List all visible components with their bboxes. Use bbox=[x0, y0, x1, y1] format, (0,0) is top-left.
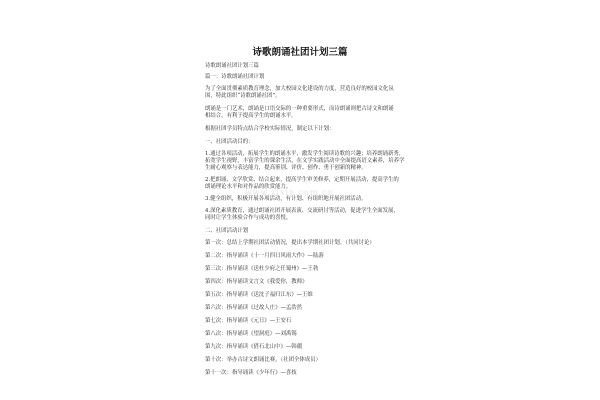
schedule-item: 第一次：总结上学期社团活动情况，提出本学期社团计划。（共同讨论） bbox=[205, 240, 375, 246]
goal-item-line: 4.深化素质教育，通过朗诵社团开展表演、交流研讨等活动，促进学生全面发展， bbox=[205, 208, 399, 214]
goal-item-line: 拓宽学生视野，丰富学生的课余生活，在文学实践活动中全面提高语文素养，培养学 bbox=[205, 158, 405, 164]
plan-heading: 二、社团活动计划 bbox=[205, 228, 249, 234]
paragraph-line: 朗诵是一门艺术，朗诵是口语交际的一种重要形式，而诗朗诵则把古诗文和朗诵 bbox=[205, 106, 394, 112]
goal-item-line: 1.通过各项活动，拓展学生的朗诵水平，激发学生阅读诗歌的兴趣；培养朗诵新秀， bbox=[205, 151, 405, 157]
goal-item-line: 3.健全组织，积极开展各项活动，有计划、有组织地开展社团活动。 bbox=[205, 196, 367, 202]
document-subtitle: 诗歌朗诵社团计划三篇 bbox=[205, 63, 259, 69]
schedule-item: 第八次：指导诵读《望洞庭》—刘禹锡 bbox=[205, 331, 297, 337]
paragraph-line: 根据社团学员特点结合学校实际情况，制定以下计划： bbox=[205, 126, 335, 132]
goal-item-line: 朗诵理论水平和对作品的欣赏能力。 bbox=[205, 184, 292, 190]
schedule-item: 第十一次：指导诵读《少年行》—喜枝 bbox=[205, 370, 297, 376]
intro-line: 为了全面贯彻素质教育理念，加大校园文化建设的力度，营造良好的校园文化氛 bbox=[205, 86, 394, 92]
schedule-item: 第六次：指导诵读《过故人庄》—孟浩然 bbox=[205, 305, 303, 311]
schedule-item: 第五次：指导诵读《送沈子福归江东》—王维 bbox=[205, 292, 313, 298]
schedule-item: 第二次：指导诵读《十一月四日风雨大作》—陆游 bbox=[205, 253, 324, 259]
intro-line: 围，特此组织“诗歌朗诵社团”。 bbox=[205, 93, 281, 99]
schedule-item: 第七次：指导诵读《元日》—王安石 bbox=[205, 318, 292, 324]
schedule-item: 第四次：指导诵读文言文《我爱你，教师》 bbox=[205, 279, 308, 285]
paragraph-line: 相结合，有利于提高学生的朗诵水平。 bbox=[205, 113, 297, 119]
goal-heading: 一、社团活动目的： bbox=[205, 139, 254, 145]
goal-item-line: 同时让学生体验合作与成功的喜悦。 bbox=[205, 215, 292, 221]
schedule-item: 第十次：举办古诗文朗诵比赛。（社团全体成员） bbox=[205, 357, 321, 363]
schedule-item: 第三次：指导诵读《送杜少府之任蜀州》—王勃 bbox=[205, 266, 319, 272]
schedule-item: 第九次：指导诵读《借石北山中》—韩疆 bbox=[205, 344, 303, 350]
goal-item-line: 2.把朗诵、文学欣赏、结合起来，提高学生审美修养，定期开展活动，提高学生的 bbox=[205, 177, 399, 183]
section-heading: 篇一：诗歌朗诵社团计划 bbox=[205, 74, 265, 80]
goal-item-line: 生耐心观察与表达能力，提高鉴别、评价、创作、勇于创新的精神。 bbox=[205, 165, 367, 171]
document-title: 诗歌朗诵社团计划三篇 bbox=[252, 47, 348, 58]
watermark: www.zixin.com.cn bbox=[245, 188, 334, 197]
